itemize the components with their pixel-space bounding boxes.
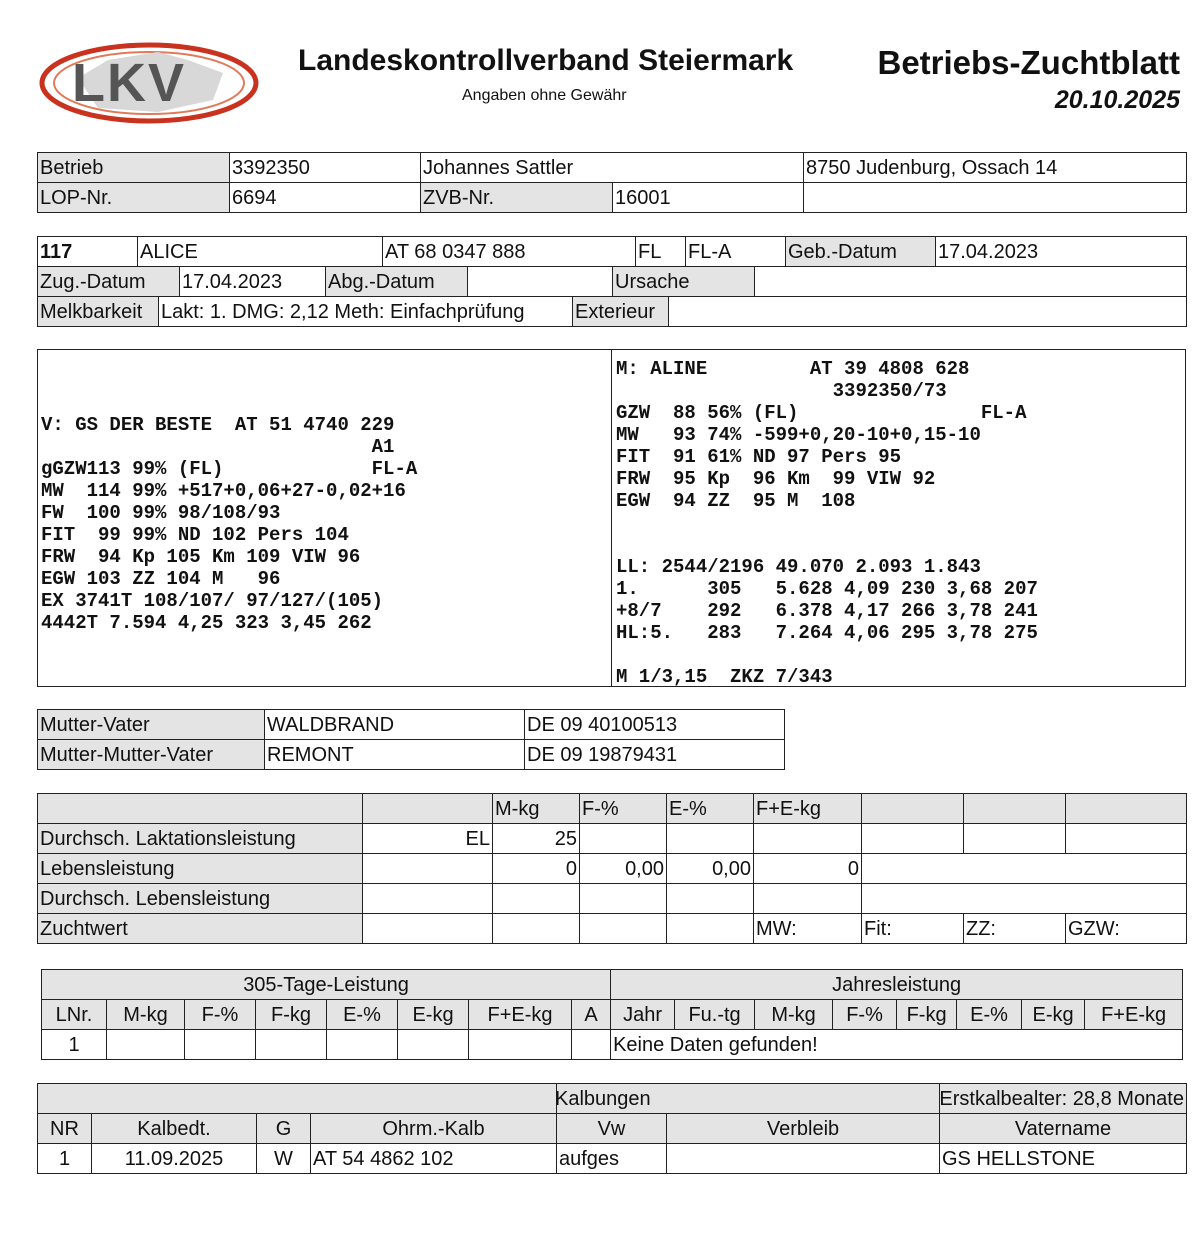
geb-value: 17.04.2023 (936, 237, 1187, 267)
animal-melk-table (37, 296, 1187, 327)
col-ohrm-kalb: Ohrm.-Kalb (311, 1114, 557, 1144)
calving-g: W (257, 1144, 311, 1174)
pedigree-line: HL:5. 283 7.264 4,06 295 3,78 275 (616, 622, 1038, 644)
calving-date: 11.09.2025 (92, 1144, 257, 1174)
pedigree-line (616, 644, 1038, 666)
animal-ohrm: AT 68 0347 888 (383, 237, 636, 267)
empty-cell (804, 183, 1187, 213)
row-mkg: 25 (493, 824, 580, 854)
performance-table (37, 793, 1187, 944)
row-label: Zuchtwert (38, 914, 363, 944)
title-305: 305-Tage-Leistung (42, 970, 611, 1000)
pedigree-line: FW 100 99% 98/108/93 (41, 502, 281, 524)
calving-vw: aufges (557, 1144, 667, 1174)
geb-label: Geb.-Datum (786, 237, 936, 267)
lop-label: LOP-Nr. (38, 183, 230, 213)
col-ep: E-% (667, 794, 754, 824)
logo-text: LKV (72, 53, 186, 113)
animal-breed2: FL-A (686, 237, 786, 267)
calving-verbleib (667, 1144, 940, 1174)
farm-table (37, 152, 1187, 213)
row-fekg: 0 (754, 854, 862, 884)
calvings-title: Kalbungen (555, 1088, 651, 1110)
erstkalbealter: Erstkalbealter: 28,8 Monate (939, 1088, 1184, 1110)
col-g: G (257, 1114, 311, 1144)
row-label: Lebensleistung (38, 854, 363, 884)
col-mkg: M-kg (755, 1000, 833, 1030)
pedigree-line: 3392350/73 (616, 380, 947, 402)
pedigree-line: M 1/3,15 ZKZ 7/343 (616, 666, 833, 688)
zw-mw-label: MW: (754, 914, 862, 944)
col-fkg: F-kg (897, 1000, 957, 1030)
zw-gzw-label: GZW: (1066, 914, 1187, 944)
animal-table (37, 236, 1187, 267)
row-ep (667, 884, 754, 914)
pedigree-line: V: GS DER BESTE AT 51 4740 229 (41, 414, 395, 436)
zug-value: 17.04.2023 (180, 267, 326, 297)
pedigree-line (616, 534, 1038, 556)
dam-info (616, 358, 1038, 688)
col-fkg: F-kg (256, 1000, 327, 1030)
col-futg: Fu.-tg (675, 1000, 755, 1030)
row-mkg: 0 (493, 854, 580, 884)
pedigree-line: FIT 91 61% ND 97 Pers 95 (616, 446, 902, 468)
col-fekg: F+E-kg (754, 794, 862, 824)
disclaimer: Angaben ohne Gewähr (462, 87, 627, 104)
pedigree-line: 4442T 7.594 4,25 323 3,45 262 (41, 612, 372, 634)
lop-value: 6694 (230, 183, 421, 213)
ursache-value (755, 267, 1187, 297)
table-row (42, 1030, 1183, 1060)
abg-value (468, 267, 613, 297)
col-ep: E-% (327, 1000, 398, 1030)
doc-title: Betriebs-Zuchtblatt (877, 44, 1180, 81)
pedigree-line: MW 93 74% -599+0,20-10+0,15-10 (616, 424, 981, 446)
row-fekg (754, 884, 862, 914)
farm-address: 8750 Judenburg, Ossach 14 (804, 153, 1187, 183)
row-el: EL (363, 824, 493, 854)
pedigree-line: FIT 99 99% ND 102 Pers 104 (41, 524, 349, 546)
zw-fit-label: Fit: (862, 914, 964, 944)
calving-ohrm: AT 54 4862 102 (311, 1144, 557, 1174)
pedigree-line: gGZW113 99% (FL) FL-A (41, 458, 418, 480)
col-vatername: Vatername (940, 1114, 1187, 1144)
row-fp (580, 824, 667, 854)
animal-name: ALICE (138, 237, 383, 267)
col-fekg: F+E-kg (469, 1000, 572, 1030)
col-mkg: M-kg (107, 1000, 185, 1030)
ancestor-label: Mutter-Vater (38, 710, 265, 740)
col-mkg: M-kg (493, 794, 580, 824)
pedigree-line: FRW 94 Kp 105 Km 109 VIW 96 (41, 546, 361, 568)
pedigree-line (616, 512, 1038, 534)
row-ep (667, 914, 754, 944)
pedigree-line: A1 (41, 436, 395, 458)
ancestor-name: WALDBRAND (265, 710, 525, 740)
pedigree-line: MW 114 99% +517+0,06+27-0,02+16 (41, 480, 406, 502)
table-row (38, 914, 1187, 944)
zvb-value: 16001 (613, 183, 804, 213)
col-jahr: Jahr (611, 1000, 675, 1030)
col-lnr: LNr. (42, 1000, 107, 1030)
betrieb-value: 3392350 (230, 153, 421, 183)
ancestors-table (37, 709, 785, 770)
ursache-label: Ursache (613, 267, 755, 297)
owner-name: Johannes Sattler (421, 153, 804, 183)
row-label: Durchsch. Lebensleistung (38, 884, 363, 914)
lkv-logo (38, 38, 260, 128)
ancestor-id: DE 09 19879431 (525, 740, 785, 770)
table-row (38, 1144, 1187, 1174)
animal-breed: FL (636, 237, 686, 267)
betrieb-label: Betrieb (38, 153, 230, 183)
calving-vater: GS HELLSTONE (940, 1144, 1187, 1174)
calving-nr: 1 (38, 1144, 92, 1174)
col-fp: F-% (580, 794, 667, 824)
abg-label: Abg.-Datum (326, 267, 468, 297)
row-label: Durchsch. Laktationsleistung (38, 824, 363, 854)
col-kalbedt: Kalbedt. (92, 1114, 257, 1144)
table-row (38, 824, 1187, 854)
pedigree-line: EX 3741T 108/107/ 97/127/(105) (41, 590, 384, 612)
row-el (363, 914, 493, 944)
row-mkg (493, 884, 580, 914)
calvings-table (37, 1083, 1187, 1174)
row-ep: 0,00 (667, 854, 754, 884)
table-row (38, 884, 1187, 914)
doc-date: 20.10.2025 (1054, 86, 1180, 114)
col-fp: F-% (833, 1000, 897, 1030)
row-fp (580, 914, 667, 944)
lactation-table (41, 969, 1183, 1060)
pedigree-line: 1. 305 5.628 4,09 230 3,68 207 (616, 578, 1038, 600)
col-a: A (572, 1000, 611, 1030)
row-fekg (754, 824, 862, 854)
table-row (38, 854, 1187, 884)
pedigree-line: +8/7 292 6.378 4,17 266 3,78 241 (616, 600, 1038, 622)
melk-label: Melkbarkeit (38, 297, 159, 327)
row-el (363, 884, 493, 914)
row-fp: 0,00 (580, 854, 667, 884)
title-year: Jahresleistung (611, 970, 1183, 1000)
row-lnr: 1 (42, 1030, 107, 1060)
org-name: Landeskontrollverband Steiermark (298, 44, 794, 77)
pedigree-line: FRW 95 Kp 96 Km 99 VIW 92 (616, 468, 936, 490)
col-vw: Vw (557, 1114, 667, 1144)
pedigree-divider (611, 350, 612, 686)
zw-zz-label: ZZ: (964, 914, 1066, 944)
col-nr: NR (38, 1114, 92, 1144)
animal-nr: 117 (38, 237, 138, 267)
exterieur-label: Exterieur (573, 297, 669, 327)
col-ekg: E-kg (398, 1000, 469, 1030)
zvb-label: ZVB-Nr. (421, 183, 613, 213)
melk-value: Lakt: 1. DMG: 2,12 Meth: Einfachprüfung (159, 297, 573, 327)
col-ep: E-% (957, 1000, 1022, 1030)
animal-dates-table (37, 266, 1187, 297)
pedigree-line: M: ALINE AT 39 4808 628 (616, 358, 970, 380)
row-mkg (493, 914, 580, 944)
zug-label: Zug.-Datum (38, 267, 180, 297)
exterieur-value (669, 297, 1187, 327)
pedigree-line: GZW 88 56% (FL) FL-A (616, 402, 1027, 424)
row-el (363, 854, 493, 884)
row-ep (667, 824, 754, 854)
col-fp: F-% (185, 1000, 256, 1030)
pedigree-line: EGW 94 ZZ 95 M 108 (616, 490, 856, 512)
ancestor-id: DE 09 40100513 (525, 710, 785, 740)
pedigree-box (37, 349, 1186, 687)
ancestor-name: REMONT (265, 740, 525, 770)
col-ekg: E-kg (1022, 1000, 1085, 1030)
pedigree-line: LL: 2544/2196 49.070 2.093 1.843 (616, 556, 981, 578)
row-fp (580, 884, 667, 914)
ancestor-label: Mutter-Mutter-Vater (38, 740, 265, 770)
pedigree-line: EGW 103 ZZ 104 M 96 (41, 568, 281, 590)
sire-info (41, 414, 417, 634)
col-fekg: F+E-kg (1085, 1000, 1183, 1030)
no-data-message: Keine Daten gefunden! (611, 1030, 1183, 1060)
col-verbleib: Verbleib (667, 1114, 940, 1144)
